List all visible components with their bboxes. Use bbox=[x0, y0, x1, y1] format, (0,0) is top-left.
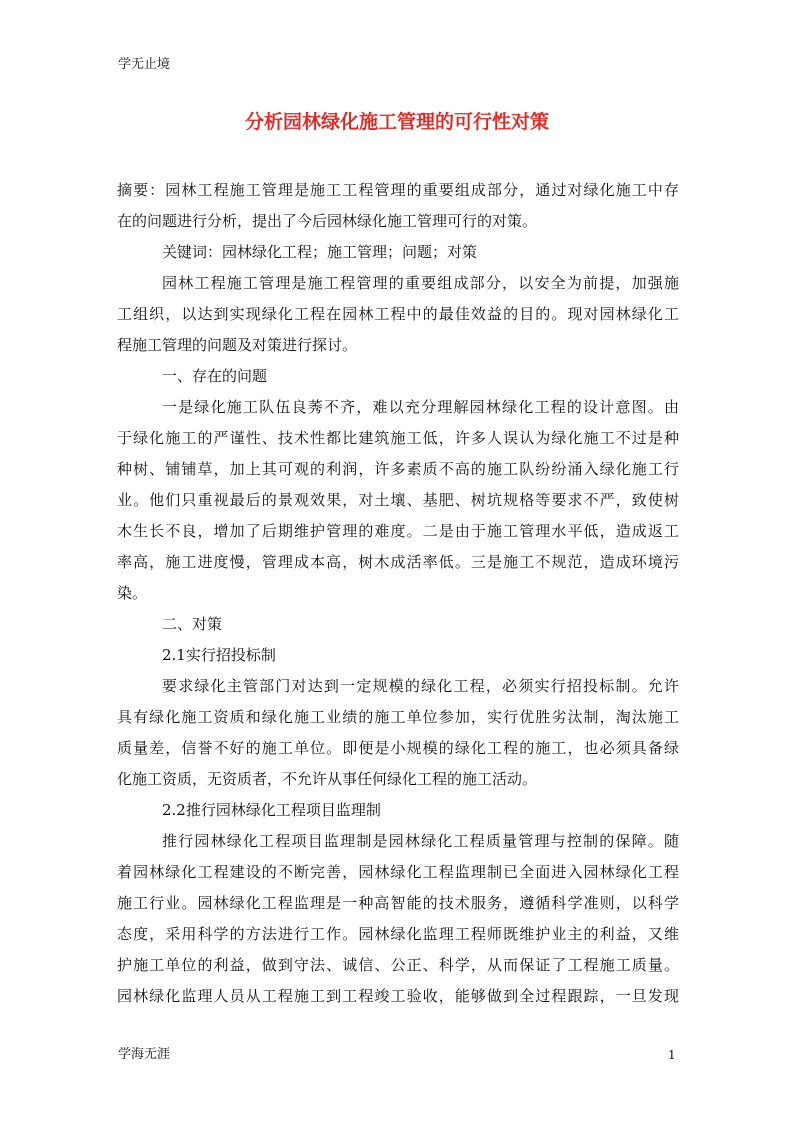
paragraph-line: 木生长不良，增加了后期维护管理的难度。二是由于施工管理水平低，造成返工 bbox=[117, 522, 679, 540]
abstract-line-2: 在的问题进行分析，提出了今后园林绿化施工管理可行的对策。 bbox=[117, 212, 538, 230]
paragraph-line: 工组织，以达到实现绿化工程在园林工程中的最佳效益的目的。现对园林绿化工 bbox=[117, 305, 679, 323]
paragraph-line: 化施工资质，无资质者，不允许从事任何绿化工程的施工活动。 bbox=[117, 770, 538, 788]
paragraph-line: 着园林绿化工程建设的不断完善，园林绿化工程监理制已全面进入园林绿化工程 bbox=[117, 863, 679, 881]
paragraph-line: 染。 bbox=[117, 584, 148, 602]
paragraph-line: 业。他们只重视最后的景观效果，对土壤、基肥、树坑规格等要求不严，致使树 bbox=[117, 491, 679, 509]
subsection-heading-2-1: 2.1实行招投标制 bbox=[162, 646, 276, 664]
document-body bbox=[117, 175, 679, 1012]
paragraph-line: 推行园林绿化工程项目监理制是园林绿化工程质量管理与控制的保障。随 bbox=[162, 832, 679, 850]
document-title: 分析园林绿化施工管理的可行性对策 bbox=[244, 111, 549, 133]
paragraph-line: 质量差，信誉不好的施工单位。即便是小规模的绿化工程的施工，也必须具备绿 bbox=[117, 739, 679, 757]
abstract-line-1: 摘要：园林工程施工管理是施工工程管理的重要组成部分，通过对绿化施工中存 bbox=[117, 181, 679, 199]
keywords-line: 关键词：园林绿化工程；施工管理；问题；对策 bbox=[162, 243, 478, 261]
page-header: 学无止境 bbox=[118, 57, 171, 72]
section-heading-2: 二、对策 bbox=[162, 615, 223, 633]
page-number: 1 bbox=[668, 1048, 676, 1062]
page-footer: 学海无涯 bbox=[118, 1047, 171, 1062]
paragraph-line: 具有绿化施工资质和绿化施工业绩的施工单位参加，实行优胜劣汰制，淘汰施工 bbox=[117, 708, 679, 726]
section-heading-1: 一、存在的问题 bbox=[162, 367, 268, 385]
paragraph-line: 园林绿化监理人员从工程施工到工程竣工验收，能够做到全过程跟踪，一旦发现 bbox=[117, 987, 679, 1005]
paragraph-line: 程施工管理的问题及对策进行探讨。 bbox=[117, 336, 358, 354]
paragraph-line: 种树、铺铺草，加上其可观的利润，许多素质不高的施工队纷纷涌入绿化施工行 bbox=[117, 460, 679, 478]
paragraph-line: 率高，施工进度慢，管理成本高，树木成活率低。三是施工不规范，造成环境污 bbox=[117, 553, 679, 571]
paragraph-line: 于绿化施工的严谨性、技术性都比建筑施工低，许多人误认为绿化施工不过是种 bbox=[117, 429, 679, 447]
subsection-heading-2-2: 2.2推行园林绿化工程项目监理制 bbox=[162, 801, 381, 819]
paragraph-line: 园林工程施工管理是施工程管理的重要组成部分，以安全为前提，加强施 bbox=[162, 274, 679, 292]
paragraph-line: 施工行业。园林绿化工程监理是一种高智能的技术服务，遵循科学准则，以科学 bbox=[117, 894, 679, 912]
paragraph-line: 态度，采用科学的方法进行工作。园林绿化监理工程师既维护业主的利益，又维 bbox=[117, 925, 679, 943]
paragraph-line: 要求绿化主管部门对达到一定规模的绿化工程，必须实行招投标制。允许 bbox=[162, 677, 679, 695]
paragraph-line: 护施工单位的利益，做到守法、诚信、公正、科学，从而保证了工程施工质量。 bbox=[117, 956, 679, 974]
paragraph-line: 一是绿化施工队伍良莠不齐，难以充分理解园林绿化工程的设计意图。由 bbox=[162, 398, 679, 416]
